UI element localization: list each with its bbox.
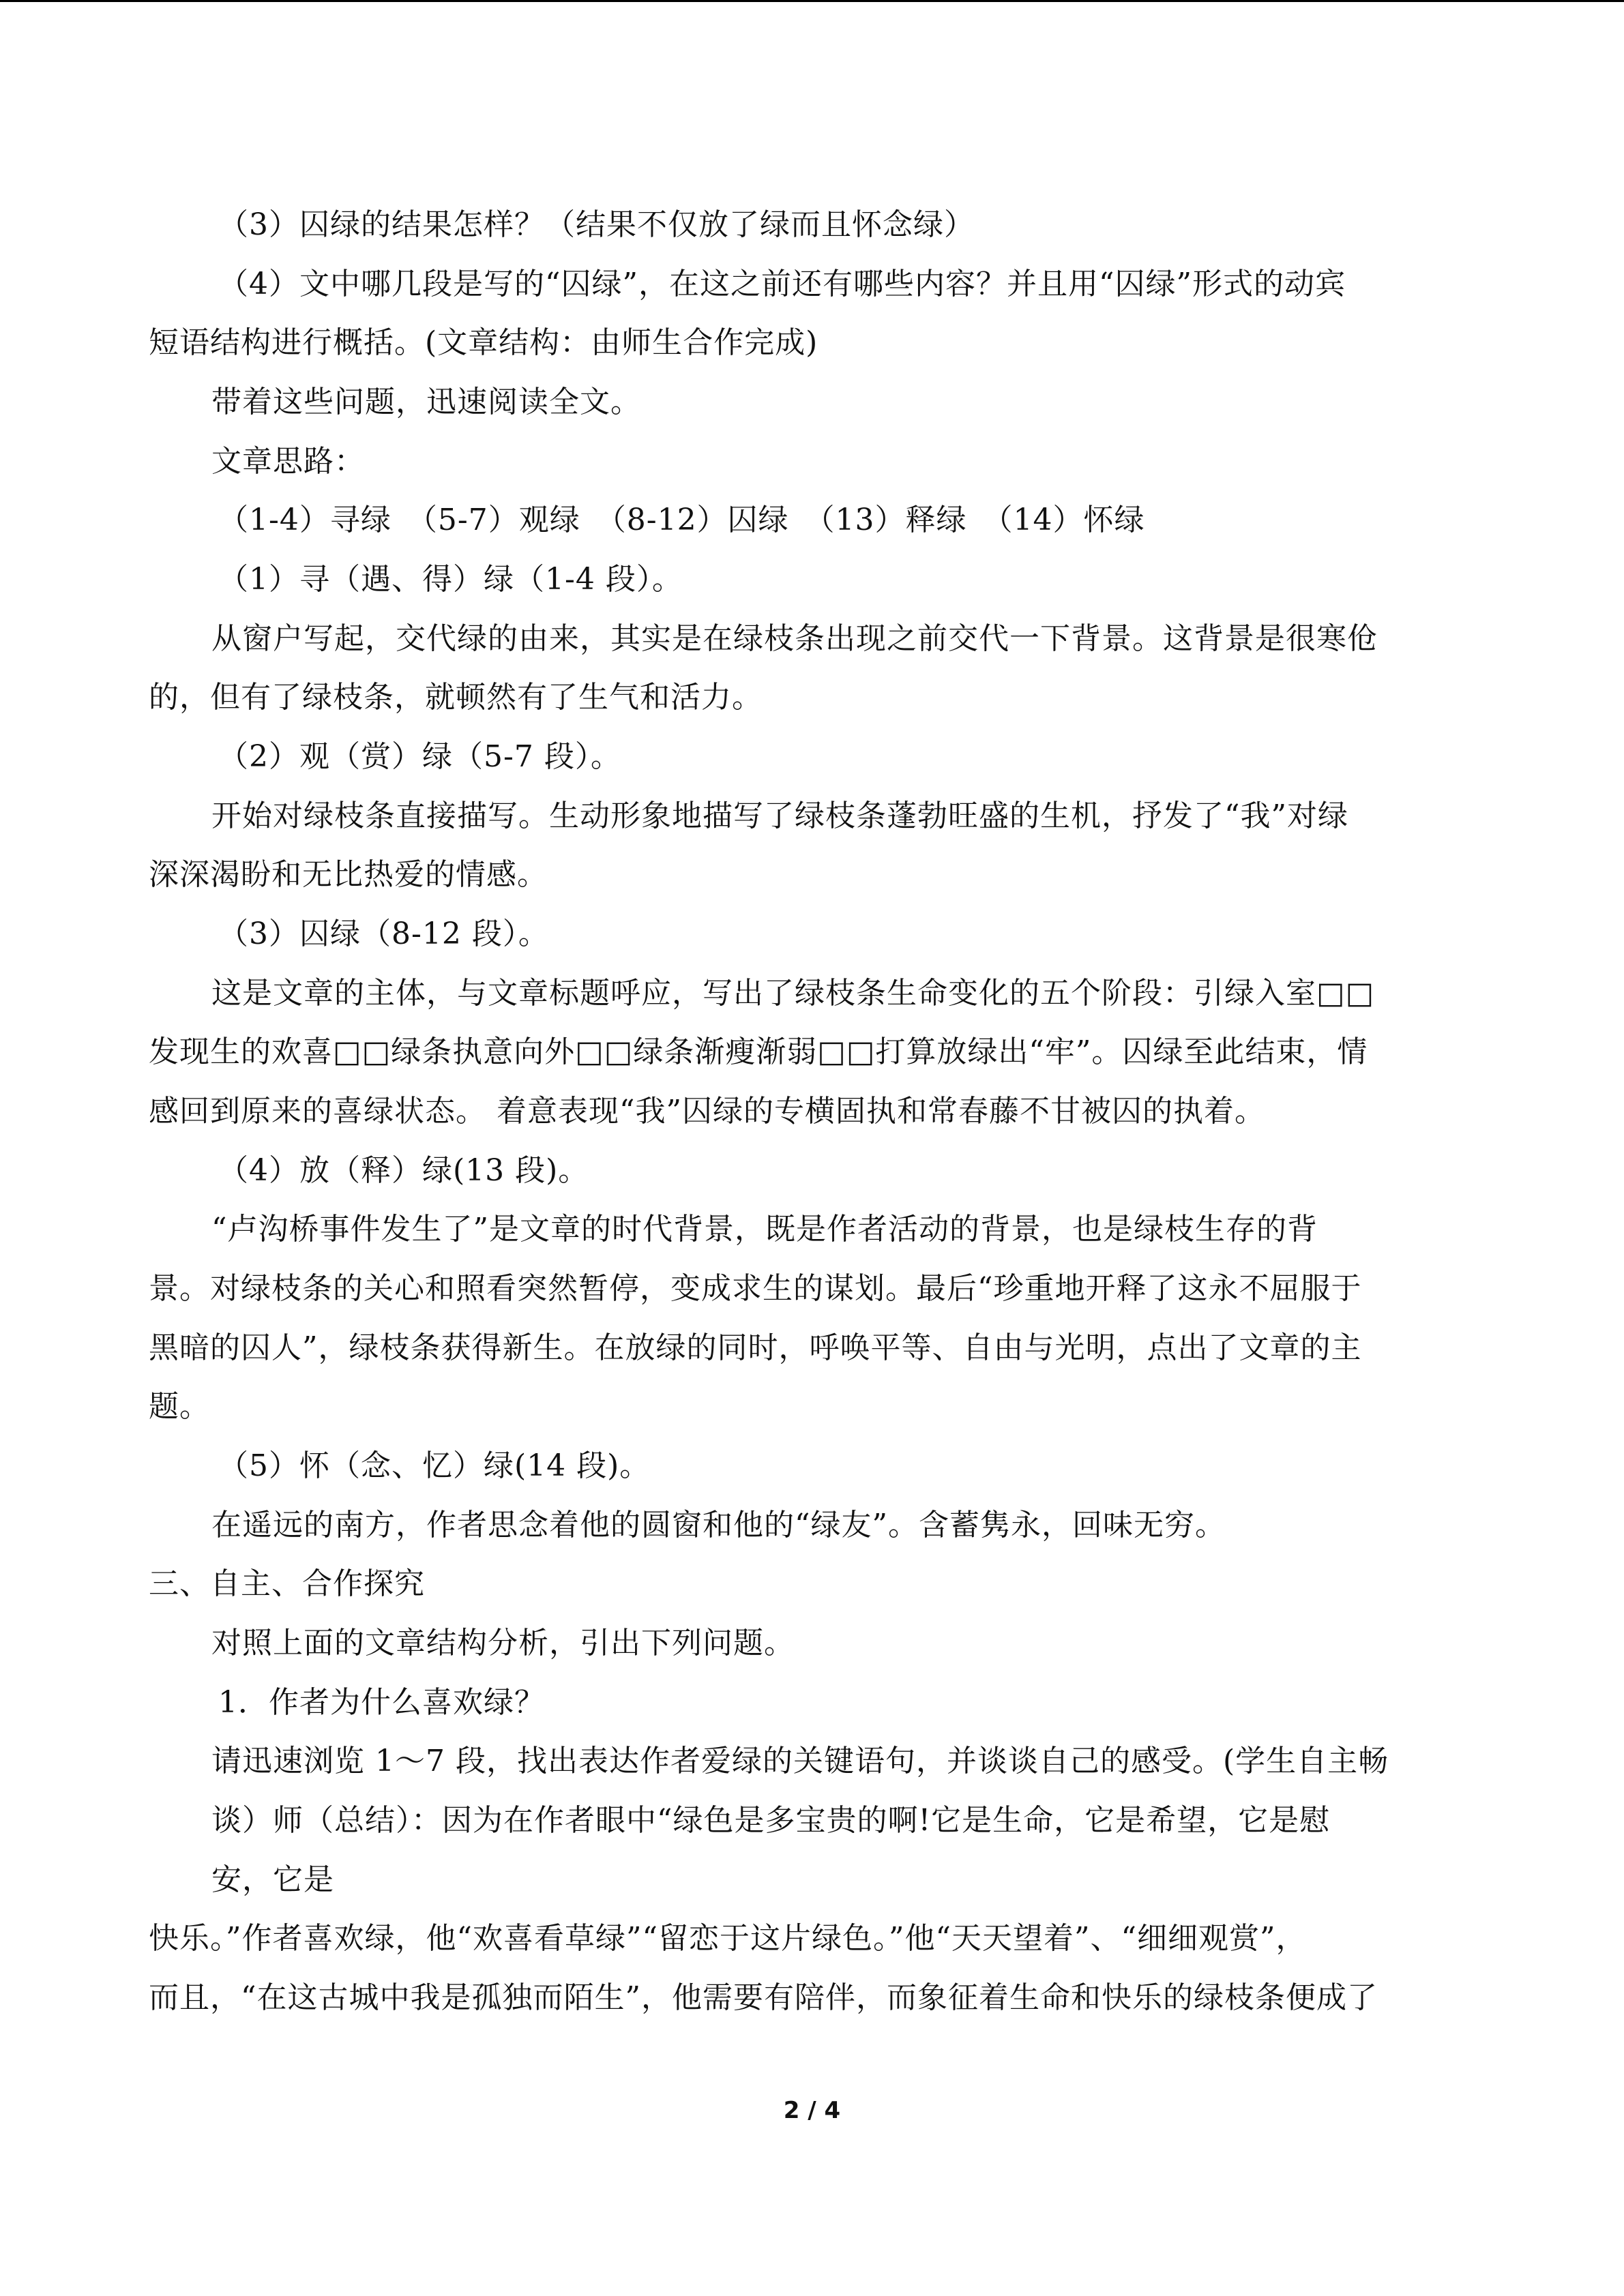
text-line-25: 对照上面的文章结构分析，引出下列问题。 (211, 1626, 795, 1660)
text-line-20: 黑暗的囚人”，绿枝条获得新生。在放绿的同时，呼唤平等、自由与光明，点出了文章的主 (149, 1330, 1362, 1365)
text-line-23: 在遥远的南方，作者思念着他的圆窗和他的“绿友”。含蓄隽永，回味无穷。 (211, 1508, 1226, 1542)
text-line-8: 从窗户写起，交代绿的由来，其实是在绿枝条出现之前交代一下背景。这背景是很寒伧 (211, 621, 1378, 656)
text-line-14: 这是文章的主体，与文章标题呼应，写出了绿枝条生命变化的五个阶段：引绿入室□□ (211, 976, 1375, 1011)
text-line-7: （1）寻（遇、得）绿（1-4 段）。 (218, 562, 683, 597)
text-line-6: （1-4）寻绿 （5-7）观绿 （8-12）囚绿 （13）释绿 （14）怀绿 (218, 503, 1145, 537)
text-line-31: 而且，“在这古城中我是孤独而陌生”，他需要有陪伴，而象征着生命和快乐的绿枝条便成了 (149, 1980, 1378, 2015)
text-line-30: 快乐。”作者喜欢绿，他“欢喜看草绿”“留恋于这片绿色。”他“天天望着”、“细细观赏”， (149, 1921, 1307, 1956)
text-line-12: 深深渴盼和无比热爱的情感。 (149, 857, 548, 892)
text-line-10: （2）观（赏）绿（5-7 段）。 (218, 739, 621, 774)
page-number: 2 / 4 (783, 2097, 841, 2124)
top-border (0, 0, 1624, 2)
text-line-21: 题。 (149, 1389, 210, 1424)
text-line-29: 安，它是 (211, 1862, 334, 1897)
text-line-11: 开始对绿枝条直接描写。生动形象地描写了绿枝条蓬勃旺盛的生机，抒发了“我”对绿 (211, 799, 1348, 833)
text-line-4: 带着这些问题，迅速阅读全文。 (211, 385, 641, 419)
text-line-18: “卢沟桥事件发生了”是文章的时代背景，既是作者活动的背景，也是绿枝生存的背 (211, 1212, 1318, 1247)
section-heading: 三、自主、合作探究 (149, 1566, 425, 1601)
text-line-15: 发现生的欢喜□□绿条执意向外□□绿条渐瘦渐弱□□打算放绿出“牢”。囚绿至此结束，情 (149, 1034, 1368, 1069)
text-line-17: （4）放（释）绿(13 段)。 (218, 1153, 589, 1188)
text-line-19: 景。对绿枝条的关心和照看突然暂停，变成求生的谋划。最后“珍重地开释了这永不屈服于 (149, 1271, 1362, 1306)
text-line-2: （4）文中哪几段是写的“囚绿”，在这之前还有哪些内容？并且用“囚绿”形式的动宾 (218, 267, 1346, 301)
text-line-9: 的，但有了绿枝条，就顿然有了生气和活力。 (149, 680, 763, 715)
text-line-22: （5）怀（念、忆）绿(14 段)。 (218, 1448, 651, 1483)
text-line-5: 文章思路： (211, 444, 365, 479)
text-line-28: 谈）师（总结）：因为在作者眼中“绿色是多宝贵的啊!它是生命，它是希望，它是慰 (211, 1803, 1331, 1838)
text-line-1: （3）囚绿的结果怎样？（结果不仅放了绿而且怀念绿） (218, 207, 975, 242)
text-line-13: （3）囚绿（8-12 段）。 (218, 916, 549, 951)
text-line-3: 短语结构进行概括。(文章结构：由师生合作完成) (149, 325, 818, 360)
question-heading: 1．作者为什么喜欢绿？ (218, 1685, 545, 1720)
text-line-27: 请迅速浏览 1～7 段，找出表达作者爱绿的关键语句，并谈谈自己的感受。(学生自主畅 (211, 1744, 1389, 1778)
text-line-16: 感回到原来的喜绿状态。 着意表现“我”囚绿的专横固执和常春藤不甘被囚的执着。 (149, 1094, 1265, 1129)
